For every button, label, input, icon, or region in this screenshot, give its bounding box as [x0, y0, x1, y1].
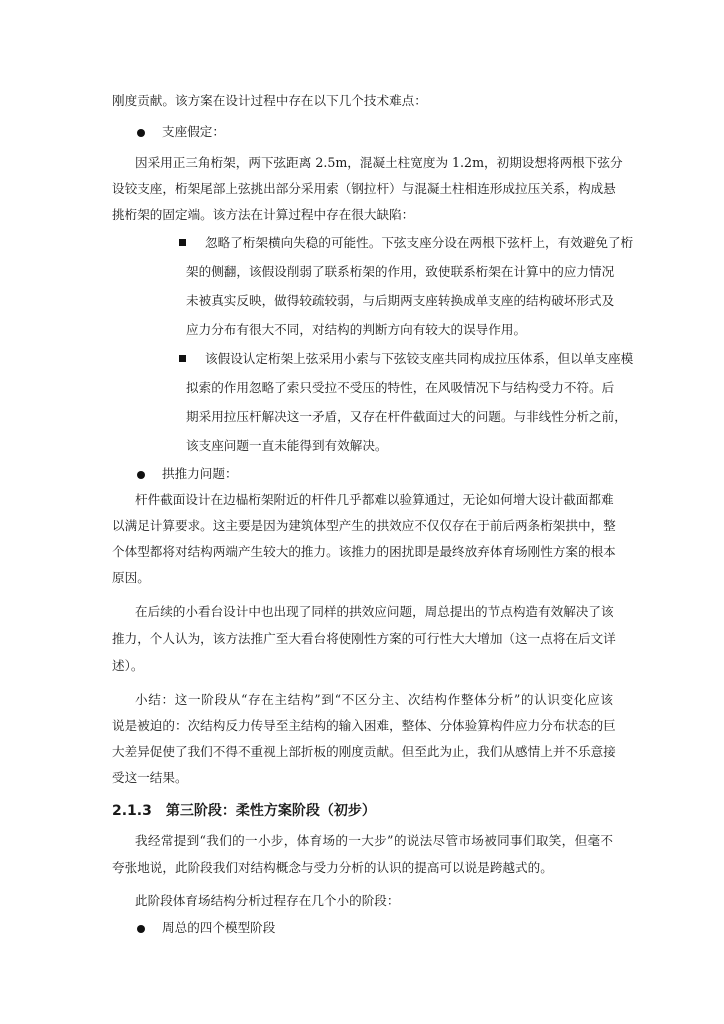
square-bullet-icon — [179, 355, 186, 362]
paragraph-line: 挑桁架的固定端。该方法在计算过程中存在很大缺陷： — [112, 207, 415, 222]
paragraph-line: 该支座问题一直未能得到有效解决。 — [186, 438, 388, 453]
paragraph-line: 期采用拉压杆解决这一矛盾，又存在杆件截面过大的问题。与非线性分析之前， — [186, 409, 627, 424]
paragraph-line: 该假设认定桁架上弦采用小索与下弦铰支座共同构成拉压体系，但以单支座模 — [205, 351, 634, 366]
paragraph-line: 未被真实反映，做得较疏较弱，与后期两支座转换成单支座的结构破坏形式及 — [186, 293, 615, 308]
square-bullet-icon — [179, 239, 186, 246]
paragraph-line: 大差异促使了我们不得不重视上部折板的刚度贡献。但至此为止，我们从感情上并不乐意接 — [112, 744, 616, 759]
paragraph-text: 刚度贡献。该方案在设计过程中存在以下几个技术难点： — [112, 93, 427, 108]
paragraph-line: 推力，个人认为，该方法推广至大看台将使刚性方案的可行性大大增加（这一点将在后文详 — [112, 631, 616, 646]
paragraph-line: 原因。 — [112, 570, 150, 585]
bullet-label: 周总的四个模型阶段 — [162, 920, 276, 935]
paragraph-line: 说是被迫的：次结构反力传导至主结构的输入困难，整体、分体验算构件应力分布状态的巨 — [112, 718, 616, 733]
paragraph-line: 架的侧翻，该假设削弱了联系桁架的作用，致使联系桁架在计算中的应力情况 — [186, 264, 615, 279]
bullet-dot-icon — [137, 129, 145, 137]
paragraph-line: 述）。 — [112, 658, 144, 673]
paragraph-line: 拟索的作用忽略了索只受拉不受压的特性，在风吸情况下与结构受力不符。后 — [186, 380, 615, 395]
paragraph-line: 在后续的小看台设计中也出现了同样的拱效应问题，周总提出的节点构造有效解决了该 — [135, 604, 614, 619]
paragraph-line: 夸张地说，此阶段我们对结构概念与受力分析的认识的提高可以说是跨越式的。 — [112, 860, 553, 875]
section-heading: 2.1.3 第三阶段：柔性方案阶段（初步） — [112, 803, 376, 819]
paragraph-line: 受这一结果。 — [112, 770, 188, 785]
paragraph-line: 设铰支座，桁架尾部上弦挑出部分采用索（钢拉杆）与混凝土柱相连形成拉压关系，构成悬 — [112, 181, 616, 196]
paragraph-line: 此阶段体育场结构分析过程存在几个小的阶段： — [135, 893, 400, 908]
bullet-dot-icon — [137, 925, 145, 933]
paragraph-line: 小结：这一阶段从“存在主结构”到“不区分主、次结构作整体分析”的认识变化应该 — [135, 692, 613, 707]
paragraph-line: 个体型都将对结构两端产生较大的推力。该推力的困扰即是最终放弃体育场刚性方案的根本 — [112, 544, 616, 559]
paragraph-line: 忽略了桁架横向失稳的可能性。下弦支座分设在两根下弦杆上，有效避免了桁 — [205, 235, 634, 250]
bullet-dot-icon — [137, 471, 145, 479]
bullet-label: 支座假定： — [162, 124, 225, 139]
bullet-label: 拱推力问题： — [162, 466, 238, 481]
paragraph-line: 应力分布有很大不同，对结构的判断方向有较大的误导作用。 — [186, 322, 527, 337]
paragraph-line: 杆件截面设计在边榀桁架附近的杆件几乎都难以验算通过，无论如何增大设计截面都难 — [135, 492, 614, 507]
paragraph-line: 我经常提到“我们的一小步，体育场的一大步”的说法尽管市场被同事们取笑，但毫不 — [135, 833, 613, 848]
paragraph-line: 以满足计算要求。这主要是因为建筑体型产生的拱效应不仅仅存在于前后两条桁架拱中，整 — [112, 518, 616, 533]
paragraph-line: 因采用正三角桁架，两下弦距离 2.5m，混凝土柱宽度为 1.2m，初期设想将两根下弦分 — [135, 155, 623, 170]
